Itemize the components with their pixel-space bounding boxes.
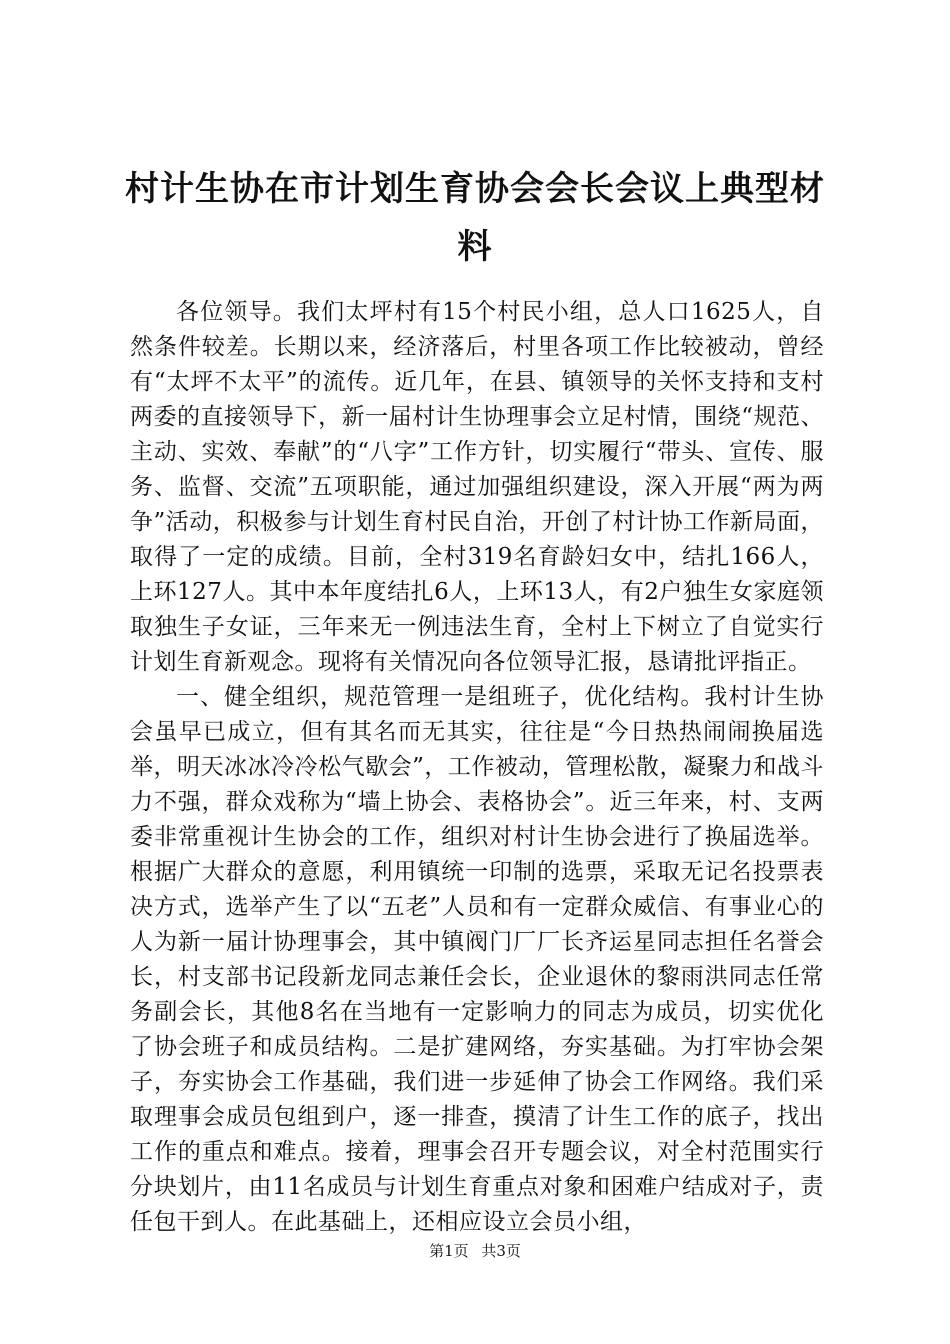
paragraph-section-one: 一、健全组织，规范管理一是组班子，优化结构。我村计生协会虽早已成立，但有其名而无其实，往往是“今日热热闹闹换届选举，明天冰冰冷冷松气歇会”，工作被动，管理松散，凝聚力和战斗力不强，群众戏称为“墙上协会、表格协会”。近三年来，村、支两委非常重视计生协会的工作，组织对村计生协会进行了换届选举。根据广大群众的意愿，利用镇统一印制的选票，采取无记名投票表决方式，选举产生了以“五老”人员和有一定群众威信、有事业心的人为新一届计协理事会，其中镇阀门厂厂长齐运星同志担任名誉会长，村支部书记段新龙同志兼任会长，企业退休的黎雨洪同志任常务副会长，其他8名在当地有一定影响力的同志为成员，切实优化了协会班子和成员结构。二是扩建网络，夯实基础。为打牢协会架子，夯实协会工作基础，我们进一步延伸了协会工作网络。我们采取理事会成员包组到户，逐一排查，摸清了计生工作的底子，找出工作的重点和难点。接着，理事会召开专题会议，对全村范围实行分块划片，由11名成员与计划生育重点对象和困难户结成对子，责任包干到人。在此基础上，还相应设立会员小组， bbox=[130, 684, 824, 1235]
paragraph-intro: 各位领导。我们太坪村有15个村民小组，总人口1625人，自然条件较差。长期以来，经济落后，村里各项工作比较被动，曾经有“太坪不太平”的流传。近几年，在县、镇领导的关怀支持和支村两委的直接领导下，新一届村计生协理事会立足村情，围绕“规范、主动、实效、奉献”的“八字”工作方针，切实履行“带头、宣传、服务、监督、交流”五项职能，通过加强组织建设，深入开展“两为两争”活动，积极参与计划生育村民自治，开创了村计协工作新局面，取得了一定的成绩。目前，全村319名育龄妇女中，结扎166人，上环127人。其中本年度结扎6人，上环13人，有2户独生女家庭领取独生子女证，三年来无一例违法生育，全村上下树立了自觉实行计划生育新观念。现将有关情况向各位领导汇报，恳请批评指正。 bbox=[130, 299, 824, 675]
document-title: 村计生协在市计划生育协会会长会议上典型材料 bbox=[125, 169, 825, 267]
document-body bbox=[130, 295, 824, 1240]
page-footer bbox=[0, 1241, 950, 1261]
page-number: 第1页 bbox=[429, 1242, 469, 1260]
page-total: 共3页 bbox=[481, 1242, 521, 1260]
